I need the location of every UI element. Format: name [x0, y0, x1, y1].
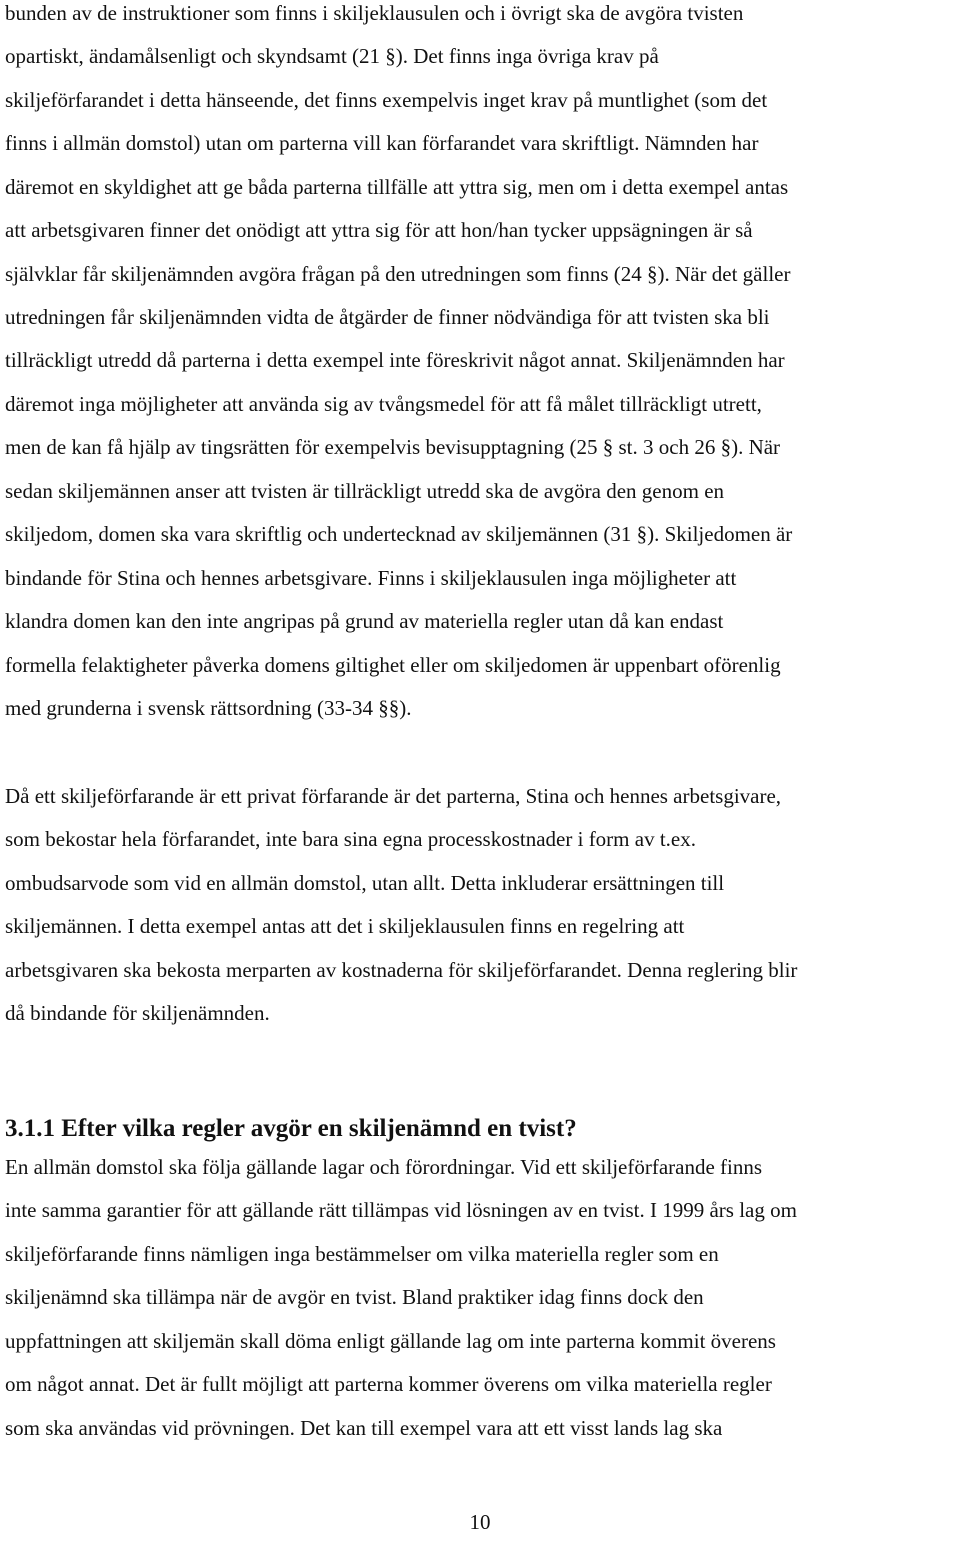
text-line: om något annat. Det är fullt möjligt att parterna kommer överens om vilka materiella regler: [5, 1372, 772, 1396]
text-line: inte samma garantier för att gällande rätt tillämpas vid lösningen av en tvist. I 1999 års lag om: [5, 1198, 797, 1222]
text-line: självklar får skiljenämnden avgöra frågan på den utredningen som finns (24 §). När det gäller: [5, 262, 791, 286]
text-line: skiljemännen. I detta exempel antas att det i skiljeklausulen finns en regelring att: [5, 914, 685, 938]
text-line: däremot inga möjligheter att använda sig av tvångsmedel för att få målet tillräckligt utrett,: [5, 392, 762, 416]
text-line: utredningen får skiljenämnden vidta de åtgärder de finner nödvändiga för att tvisten ska bli: [5, 305, 770, 329]
text-line: bunden av de instruktioner som finns i skiljeklausulen och i övrigt ska de avgöra tvisten: [5, 1, 744, 25]
text-line: som bekostar hela förfarandet, inte bara sina egna processkostnader i form av t.ex.: [5, 827, 696, 851]
text-line: skiljedom, domen ska vara skriftlig och undertecknad av skiljemännen (31 §). Skiljedomen är: [5, 522, 793, 546]
text-line: däremot en skyldighet att ge båda parterna tillfälle att yttra sig, men om i detta exempel antas: [5, 175, 789, 199]
text-line: formella felaktigheter påverka domens giltighet eller om skiljedomen är uppenbart oförenlig: [5, 653, 781, 677]
page-number: 10: [469, 1510, 491, 1534]
text-line: sedan skiljemännen anser att tvisten är tillräckligt utredd ska de avgöra den genom en: [5, 479, 725, 503]
text-line: då bindande för skiljenämnden.: [5, 1001, 270, 1025]
text-line: som ska användas vid prövningen. Det kan till exempel vara att ett visst lands lag ska: [5, 1416, 723, 1440]
text-line: skiljenämnd ska tillämpa när de avgör en tvist. Bland praktiker idag finns dock den: [5, 1285, 704, 1309]
text-line: men de kan få hjälp av tingsrätten för exempelvis bevisupptagning (25 § st. 3 och 26 §). När: [5, 435, 781, 459]
text-line: bindande för Stina och hennes arbetsgivare. Finns i skiljeklausulen inga möjligheter att: [5, 566, 737, 590]
text-line: En allmän domstol ska följa gällande lagar och förordningar. Vid ett skiljeförfarande finns: [5, 1155, 763, 1179]
text-line: att arbetsgivaren finner det onödigt att yttra sig för att hon/han tycker uppsägningen är så: [5, 218, 753, 242]
text-line: Då ett skiljeförfarande är ett privat förfarande är det parterna, Stina och hennes arbetsgivare,: [5, 784, 782, 808]
text-line: skiljeförfarandet i detta hänseende, det finns exempelvis inget krav på muntlighet (som det: [5, 88, 768, 112]
text-line: med grunderna i svensk rättsordning (33-34 §§).: [5, 696, 412, 720]
text-line: ombudsarvode som vid en allmän domstol, utan allt. Detta inkluderar ersättningen till: [5, 871, 725, 895]
text-line: finns i allmän domstol) utan om parterna vill kan förfarandet vara skriftligt. Nämnden har: [5, 131, 759, 155]
section-heading: 3.1.1 Efter vilka regler avgör en skiljenämnd en tvist?: [5, 1115, 577, 1142]
text-line: arbetsgivaren ska bekosta merparten av kostnaderna för skiljeförfarandet. Denna reglering blir: [5, 958, 798, 982]
text-line: tillräckligt utredd då parterna i detta exempel inte föreskrivit något annat. Skiljenämnden har: [5, 348, 785, 372]
text-line: skiljeförfarande finns nämligen inga bestämmelser om vilka materiella regler som en: [5, 1242, 719, 1266]
text-line: opartiskt, ändamålsenligt och skyndsamt (21 §). Det finns inga övriga krav på: [5, 44, 659, 68]
text-line: klandra domen kan den inte angripas på grund av materiella regler utan då kan endast: [5, 609, 724, 633]
text-line: uppfattningen att skiljemän skall döma enligt gällande lag om inte parterna kommit överens: [5, 1329, 776, 1353]
